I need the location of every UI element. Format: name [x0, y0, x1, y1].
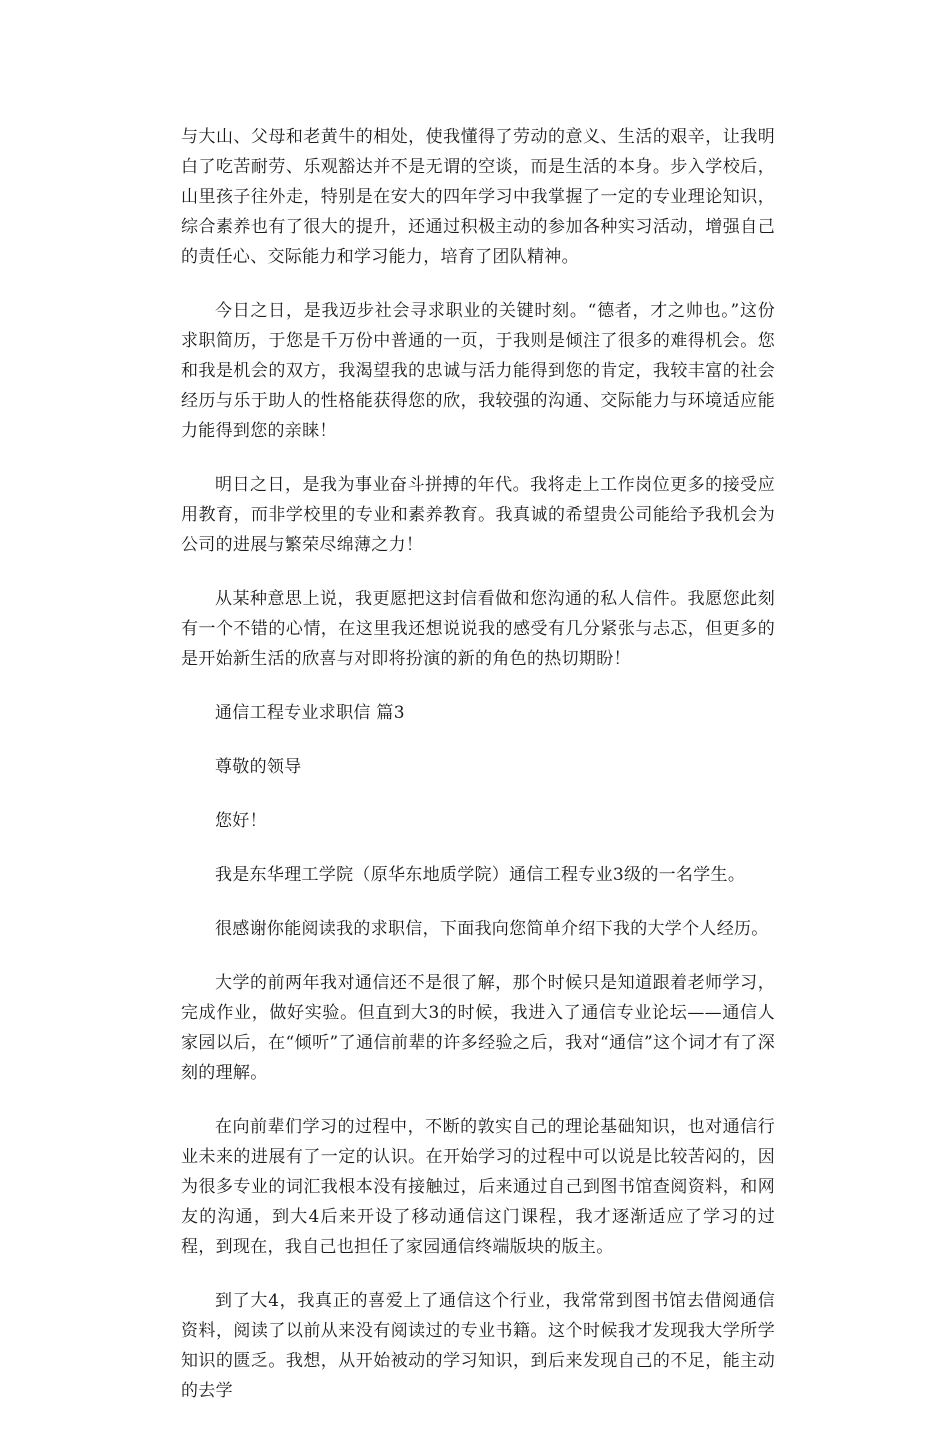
- paragraph-thanks: 很感谢你能阅读我的求职信，下面我向您简单介绍下我的大学个人经历。: [215, 919, 769, 939]
- paragraph-experience-1: 大学的前两年我对通信还不是很了解，那个时候只是知道跟着老师学习，完成作业，做好实验。但直到大3的时候，我进入了通信专业论坛——通信人家园以后，在“倾听”了通信前辈的许多经验之后，我对“通信”这个词才有了深刻的理解。: [181, 973, 775, 1083]
- paragraph-intro: 我是东华理工学院（原华东地质学院）通信工程专业3级的一名学生。: [215, 865, 746, 885]
- document-body: [181, 122, 775, 1430]
- section-heading: 通信工程专业求职信 篇3: [215, 703, 405, 723]
- paragraph-2: 今日之日，是我迈步社会寻求职业的关键时刻。“德者，才之帅也。”这份求职简历，于您是千万份中普通的一页，于我则是倾注了很多的难得机会。您和我是机会的双方，我渴望我的忠诚与活力能得到您的肯定，我较丰富的社会经历与乐于助人的性格能获得您的欣，我较强的沟通、交际能力与环境适应能力能得到您的亲睐！: [181, 301, 775, 441]
- paragraph-experience-3: 到了大4，我真正的喜爱上了通信这个行业，我常常到图书馆去借阅通信资料，阅读了以前从来没有阅读过的专业书籍。这个时候我才发现我大学所学知识的匮乏。我想，从开始被动的学习知识，到后来发现自己的不足，能主动的去学: [181, 1291, 775, 1401]
- paragraph-1: 与大山、父母和老黄牛的相处，使我懂得了劳动的意义、生活的艰辛，让我明白了吃苦耐劳、乐观豁达并不是无谓的空谈，而是生活的本身。步入学校后，山里孩子往外走，特别是在安大的四年学习中我掌握了一定的专业理论知识，综合素养也有了很大的提升，还通过积极主动的参加各种实习活动，增强自己的责任心、交际能力和学习能力，培育了团队精神。: [181, 127, 775, 267]
- salutation: 尊敬的领导: [215, 757, 302, 777]
- paragraph-4: 从某种意思上说，我更愿把这封信看做和您沟通的私人信件。我愿您此刻有一个不错的心情，在这里我还想说说我的感受有几分紧张与忐忑，但更多的是开始新生活的欣喜与对即将扮演的新的角色的热切期盼！: [181, 589, 775, 669]
- paragraph-3: 明日之日，是我为事业奋斗拼搏的年代。我将走上工作岗位更多的接受应用教育，而非学校里的专业和素养教育。我真诚的希望贵公司能给予我机会为公司的进展与繁荣尽绵薄之力！: [181, 475, 775, 555]
- greeting: 您好！: [215, 811, 267, 831]
- paragraph-experience-2: 在向前辈们学习的过程中，不断的敦实自己的理论基础知识，也对通信行业未来的进展有了一定的认识。在开始学习的过程中可以说是比较苦闷的，因为很多专业的词汇我根本没有接触过，后来通过自己到图书馆查阅资料，和网友的沟通，到大4后来开设了移动通信这门课程，我才逐渐适应了学习的过程，到现在，我自己也担任了家园通信终端版块的版主。: [181, 1117, 775, 1257]
